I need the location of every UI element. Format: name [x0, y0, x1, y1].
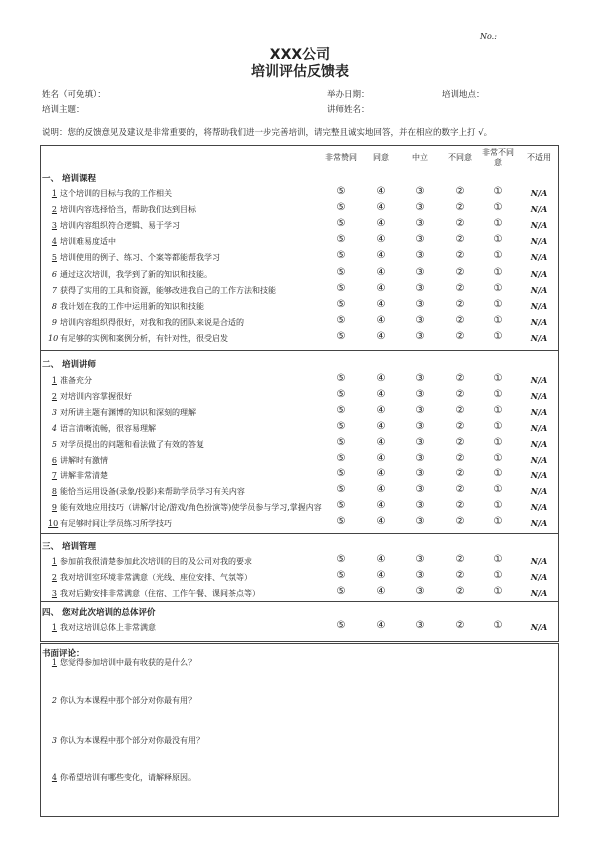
- rating-option-1[interactable]: ①: [493, 186, 503, 197]
- question-text: 参加前我很清楚参加此次培训的目的及公司对我的要求: [60, 557, 252, 566]
- rating-option-4[interactable]: ④: [376, 516, 386, 528]
- rating-option-5[interactable]: ⑤: [336, 500, 346, 512]
- rating-option-3[interactable]: ③: [415, 420, 425, 432]
- question-row: [48, 204, 196, 215]
- rating-option-na[interactable]: N/A: [530, 502, 548, 513]
- question-number: 1: [51, 189, 57, 198]
- question-text: 能有效地应用技巧（讲解/讨论/游戏/角色扮演等)使学员参与学习,掌握内容: [60, 503, 322, 513]
- rating-option-4[interactable]: ④: [376, 420, 386, 432]
- rating-option-3[interactable]: ③: [415, 620, 425, 631]
- rating-option-4[interactable]: ④: [376, 452, 386, 464]
- rating-option-4[interactable]: ④: [376, 388, 386, 400]
- rating-option-2[interactable]: ②: [455, 314, 465, 326]
- rating-option-5[interactable]: ⑤: [336, 554, 346, 565]
- rating-option-1[interactable]: ①: [493, 404, 503, 416]
- question-number: 8: [51, 301, 57, 311]
- rating-option-4[interactable]: ④: [376, 218, 386, 230]
- rating-option-5[interactable]: ⑤: [336, 298, 346, 310]
- question-number: 6: [51, 455, 57, 465]
- question-number: 3: [51, 736, 57, 745]
- rating-option-2[interactable]: ②: [455, 500, 465, 512]
- question-text: 培训内容选择恰当，帮助我们达到目标: [60, 205, 196, 215]
- question-row: [48, 470, 108, 481]
- name-field-label[interactable]: 姓名（可免填）：: [42, 90, 106, 100]
- rating-option-3[interactable]: ③: [415, 202, 425, 214]
- rating-option-5[interactable]: ⑤: [336, 314, 346, 326]
- question-number: 10: [48, 519, 59, 529]
- rating-option-na[interactable]: N/A: [530, 486, 548, 497]
- question-row: [48, 502, 322, 513]
- question-number: 9: [51, 317, 57, 327]
- question-number: 8: [51, 487, 57, 497]
- rating-option-na[interactable]: N/A: [530, 332, 548, 343]
- question-text: 有足够的实例和案例分析，有针对性，很受启发: [60, 333, 228, 343]
- rating-option-2[interactable]: ②: [455, 234, 465, 246]
- rating-option-2[interactable]: ②: [455, 620, 465, 631]
- date-field-label[interactable]: 举办日期：: [327, 90, 370, 100]
- question-row: [48, 407, 196, 418]
- rating-option-2[interactable]: ②: [455, 186, 465, 197]
- rating-option-2[interactable]: ②: [455, 516, 465, 528]
- rating-option-2[interactable]: ②: [455, 420, 465, 432]
- rating-option-na[interactable]: N/A: [530, 316, 548, 327]
- column-header: 不适用: [527, 153, 551, 162]
- question-text: 培训使用的例子、练习、个案等都能帮我学习: [60, 253, 220, 263]
- rating-option-4[interactable]: ④: [376, 298, 386, 310]
- rating-option-na[interactable]: N/A: [530, 438, 548, 449]
- form-number-label: No.:: [480, 32, 497, 41]
- question-number: 1: [51, 557, 57, 566]
- company-name: XXX公司: [269, 47, 331, 63]
- section-title: 三、 培训管理: [42, 542, 96, 552]
- question-text: 我对这培训总体上非常满意: [60, 623, 156, 632]
- rating-option-2[interactable]: ②: [455, 404, 465, 416]
- column-header: 同意: [373, 153, 389, 162]
- question-row: [48, 375, 92, 386]
- comments-box: [40, 643, 559, 817]
- column-header: 非常不同意: [482, 148, 514, 167]
- rating-option-3[interactable]: ③: [415, 298, 425, 310]
- question-row: [48, 252, 220, 263]
- rating-option-1[interactable]: ①: [493, 373, 503, 384]
- question-row: [48, 269, 212, 280]
- question-row: [48, 285, 276, 296]
- question-number: 3: [51, 221, 57, 231]
- rating-option-1[interactable]: ①: [493, 202, 503, 214]
- question-number: 4: [51, 423, 57, 433]
- rating-option-4[interactable]: ④: [376, 570, 386, 581]
- trainer-field-label[interactable]: 讲师姓名：: [327, 105, 370, 115]
- rating-option-2[interactable]: ②: [455, 373, 465, 384]
- question-number: 4: [51, 237, 57, 247]
- rating-option-3[interactable]: ③: [415, 218, 425, 230]
- question-text: 你认为本课程中那个部分对你最没有用？: [60, 736, 204, 745]
- rating-option-2[interactable]: ②: [455, 218, 465, 230]
- column-header: 非常赞同: [325, 153, 357, 162]
- question-number: 3: [51, 589, 57, 598]
- question-text: 培训内容组织得很好，对我和我的团队来说是合适的: [60, 317, 244, 327]
- question-row: [48, 423, 156, 434]
- rating-option-3[interactable]: ③: [415, 250, 425, 262]
- rating-option-1[interactable]: ①: [493, 250, 503, 262]
- question-text: 培训难易度适中: [60, 237, 116, 247]
- question-row: [48, 333, 228, 344]
- question-number: 9: [51, 503, 57, 513]
- question-row: [48, 220, 180, 231]
- rating-option-3[interactable]: ③: [415, 468, 425, 480]
- rating-option-3[interactable]: ③: [415, 314, 425, 326]
- question-row: [48, 188, 172, 199]
- question-number: 6: [51, 269, 57, 279]
- rating-option-5[interactable]: ⑤: [336, 373, 346, 384]
- rating-option-1[interactable]: ①: [493, 468, 503, 480]
- rating-option-na[interactable]: N/A: [530, 188, 548, 198]
- question-row: [48, 439, 204, 450]
- rating-option-3[interactable]: ③: [415, 388, 425, 400]
- rating-option-3[interactable]: ③: [415, 373, 425, 384]
- rating-option-4[interactable]: ④: [376, 484, 386, 496]
- section-divider: [40, 350, 558, 351]
- question-number: 1: [51, 658, 57, 667]
- question-text: 获得了实用的工具和资源，能够改进我自己的工作方法和技能: [60, 285, 276, 295]
- rating-option-1[interactable]: ①: [493, 500, 503, 512]
- rating-option-4[interactable]: ④: [376, 620, 386, 631]
- section-title: 四、 您对此次培训的总体评价: [42, 608, 156, 618]
- question-number: 7: [51, 471, 57, 481]
- question-text: 能恰当运用设备(录象/投影)来帮助学员学习有关内容: [60, 487, 245, 497]
- topic-field-label[interactable]: 培训主题：: [42, 105, 85, 115]
- rating-option-na[interactable]: N/A: [530, 204, 548, 215]
- rating-option-2[interactable]: ②: [455, 330, 465, 342]
- rating-option-4[interactable]: ④: [376, 202, 386, 214]
- rating-option-1[interactable]: ①: [493, 266, 503, 278]
- rating-option-1[interactable]: ①: [493, 586, 503, 597]
- rating-option-4[interactable]: ④: [376, 554, 386, 565]
- column-header: 不同意: [448, 153, 472, 162]
- question-row: [48, 572, 252, 583]
- rating-option-na[interactable]: N/A: [530, 572, 548, 582]
- column-header: 中立: [412, 153, 428, 162]
- question-row: [48, 391, 132, 402]
- rating-option-4[interactable]: ④: [376, 586, 386, 597]
- instruction-text: 说明：您的反馈意见及建议是非常重要的，将帮助我们进一步完善培训，请完整且诚实地回答，并在相应的数字上打 √。: [42, 128, 493, 138]
- rating-option-na[interactable]: N/A: [530, 284, 548, 295]
- question-number: 7: [51, 285, 57, 295]
- question-text: 培训内容组织符合逻辑、易于学习: [60, 221, 180, 231]
- rating-option-1[interactable]: ①: [493, 314, 503, 326]
- rating-option-5[interactable]: ⑤: [336, 266, 346, 278]
- rating-option-2[interactable]: ②: [455, 468, 465, 480]
- rating-option-4[interactable]: ④: [376, 282, 386, 294]
- rating-option-4[interactable]: ④: [376, 234, 386, 246]
- rating-option-3[interactable]: ③: [415, 554, 425, 565]
- question-row: [48, 556, 252, 567]
- rating-option-3[interactable]: ③: [415, 330, 425, 342]
- comment-question[interactable]: [48, 695, 196, 706]
- question-text: 您觉得参加培训中最有收获的是什么？: [60, 658, 196, 667]
- rating-option-1[interactable]: ①: [493, 452, 503, 464]
- location-field-label[interactable]: 培训地点：: [442, 90, 485, 100]
- rating-option-2[interactable]: ②: [455, 266, 465, 278]
- rating-option-2[interactable]: ②: [455, 586, 465, 597]
- rating-option-3[interactable]: ③: [415, 516, 425, 528]
- rating-option-5[interactable]: ⑤: [336, 436, 346, 448]
- section-divider: [40, 533, 558, 534]
- rating-option-5[interactable]: ⑤: [336, 620, 346, 631]
- rating-option-na[interactable]: N/A: [530, 268, 548, 279]
- rating-option-3[interactable]: ③: [415, 282, 425, 294]
- rating-option-4[interactable]: ④: [376, 250, 386, 262]
- rating-option-5[interactable]: ⑤: [336, 404, 346, 416]
- question-text: 通过这次培训，我学到了新的知识和技能。: [60, 269, 212, 279]
- rating-option-1[interactable]: ①: [493, 234, 503, 246]
- rating-option-3[interactable]: ③: [415, 266, 425, 278]
- question-number: 3: [51, 407, 57, 417]
- rating-option-2[interactable]: ②: [455, 570, 465, 581]
- rating-option-3[interactable]: ③: [415, 500, 425, 512]
- rating-option-1[interactable]: ①: [493, 330, 503, 342]
- question-text: 我对培训室环境非常满意（光线、座位安排、气氛等）: [60, 573, 252, 582]
- question-row: [48, 486, 245, 497]
- rating-option-3[interactable]: ③: [415, 436, 425, 448]
- rating-option-5[interactable]: ⑤: [336, 420, 346, 432]
- comment-question[interactable]: [48, 735, 204, 746]
- rating-option-4[interactable]: ④: [376, 404, 386, 416]
- rating-option-1[interactable]: ①: [493, 554, 503, 565]
- rating-option-na[interactable]: N/A: [530, 518, 548, 529]
- rating-option-2[interactable]: ②: [455, 250, 465, 262]
- question-number: 5: [51, 253, 57, 263]
- question-number: 2: [51, 205, 57, 215]
- rating-option-na[interactable]: N/A: [530, 220, 548, 231]
- rating-option-1[interactable]: ①: [493, 436, 503, 448]
- rating-option-2[interactable]: ②: [455, 282, 465, 294]
- rating-option-3[interactable]: ③: [415, 234, 425, 246]
- rating-option-na[interactable]: N/A: [530, 406, 548, 417]
- question-row: [48, 455, 108, 466]
- rating-option-5[interactable]: ⑤: [336, 282, 346, 294]
- question-text: 我对后勤安排非常满意（住宿、工作午餐、课间茶点等）: [60, 589, 260, 598]
- question-row: [48, 588, 260, 599]
- rating-option-1[interactable]: ①: [493, 218, 503, 230]
- question-number: 2: [51, 696, 57, 705]
- rating-option-na[interactable]: N/A: [530, 390, 548, 401]
- rating-option-2[interactable]: ②: [455, 202, 465, 214]
- question-text: 对培训内容掌握很好: [60, 391, 132, 401]
- rating-option-2[interactable]: ②: [455, 298, 465, 310]
- rating-option-3[interactable]: ③: [415, 452, 425, 464]
- rating-option-na[interactable]: N/A: [530, 300, 548, 311]
- rating-option-3[interactable]: ③: [415, 586, 425, 597]
- question-row: [48, 622, 156, 633]
- rating-option-na[interactable]: N/A: [530, 422, 548, 433]
- rating-option-1[interactable]: ①: [493, 570, 503, 581]
- rating-option-5[interactable]: ⑤: [336, 570, 346, 581]
- rating-option-na[interactable]: N/A: [530, 454, 548, 465]
- rating-option-4[interactable]: ④: [376, 373, 386, 384]
- rating-option-2[interactable]: ②: [455, 452, 465, 464]
- rating-option-4[interactable]: ④: [376, 314, 386, 326]
- question-row: [48, 518, 172, 529]
- question-number: 2: [51, 573, 57, 582]
- question-text: 这个培训的目标与我的工作相关: [60, 189, 172, 198]
- comment-question[interactable]: [48, 772, 196, 783]
- rating-option-na[interactable]: N/A: [530, 622, 548, 632]
- question-text: 有足够时间让学员练习所学技巧: [60, 519, 172, 529]
- question-text: 你希望培训有哪些变化，请解释原因。: [60, 773, 196, 782]
- rating-option-5[interactable]: ⑤: [336, 388, 346, 400]
- rating-option-na[interactable]: N/A: [530, 556, 548, 566]
- question-row: [48, 236, 116, 247]
- rating-option-2[interactable]: ②: [455, 554, 465, 565]
- rating-option-5[interactable]: ⑤: [336, 516, 346, 528]
- question-number: 1: [51, 376, 57, 385]
- rating-option-4[interactable]: ④: [376, 468, 386, 480]
- question-text: 准备充分: [60, 376, 92, 385]
- question-number: 10: [48, 333, 59, 343]
- question-text: 我计划在我的工作中运用新的知识和技能: [60, 301, 204, 311]
- rating-option-na[interactable]: N/A: [530, 588, 548, 598]
- rating-option-5[interactable]: ⑤: [336, 452, 346, 464]
- rating-option-2[interactable]: ②: [455, 436, 465, 448]
- rating-option-1[interactable]: ①: [493, 298, 503, 310]
- rating-option-1[interactable]: ①: [493, 516, 503, 528]
- rating-option-na[interactable]: N/A: [530, 236, 548, 247]
- rating-option-4[interactable]: ④: [376, 266, 386, 278]
- section-title: 一、 培训课程: [42, 174, 96, 184]
- rating-option-3[interactable]: ③: [415, 570, 425, 581]
- rating-option-4[interactable]: ④: [376, 330, 386, 342]
- question-text: 讲解时有激情: [60, 455, 108, 465]
- question-number: 4: [51, 773, 57, 782]
- question-number: 2: [51, 391, 57, 401]
- question-row: [48, 317, 244, 328]
- question-row: [48, 301, 204, 312]
- section-divider: [40, 601, 558, 602]
- rating-option-na[interactable]: N/A: [530, 375, 548, 385]
- rating-option-5[interactable]: ⑤: [336, 468, 346, 480]
- rating-option-5[interactable]: ⑤: [336, 234, 346, 246]
- rating-option-1[interactable]: ①: [493, 484, 503, 496]
- question-text: 对所讲主题有渊博的知识和深刻的理解: [60, 407, 196, 417]
- rating-option-5[interactable]: ⑤: [336, 202, 346, 214]
- rating-option-5[interactable]: ⑤: [336, 186, 346, 197]
- rating-option-1[interactable]: ①: [493, 388, 503, 400]
- rating-option-5[interactable]: ⑤: [336, 484, 346, 496]
- rating-option-5[interactable]: ⑤: [336, 330, 346, 342]
- comment-question[interactable]: [48, 657, 196, 668]
- rating-option-2[interactable]: ②: [455, 484, 465, 496]
- rating-option-4[interactable]: ④: [376, 186, 386, 197]
- question-number: 1: [51, 623, 57, 632]
- rating-option-na[interactable]: N/A: [530, 470, 548, 481]
- rating-option-2[interactable]: ②: [455, 388, 465, 400]
- rating-option-4[interactable]: ④: [376, 500, 386, 512]
- form-title: 培训评估反馈表: [251, 64, 349, 80]
- rating-option-1[interactable]: ①: [493, 282, 503, 294]
- question-text: 对学员提出的问题和看法做了有效的答复: [60, 439, 204, 449]
- rating-option-1[interactable]: ①: [493, 420, 503, 432]
- question-number: 5: [51, 439, 57, 449]
- rating-option-3[interactable]: ③: [415, 186, 425, 197]
- section-title: 二、 培训讲师: [42, 360, 96, 370]
- rating-option-5[interactable]: ⑤: [336, 218, 346, 230]
- rating-option-4[interactable]: ④: [376, 436, 386, 448]
- question-text: 语言清晰流畅，很容易理解: [60, 423, 156, 433]
- question-text: 讲解非常清楚: [60, 471, 108, 481]
- rating-option-5[interactable]: ⑤: [336, 250, 346, 262]
- comments-title: 书面评论：: [42, 649, 85, 659]
- rating-option-3[interactable]: ③: [415, 484, 425, 496]
- rating-option-5[interactable]: ⑤: [336, 586, 346, 597]
- rating-option-na[interactable]: N/A: [530, 252, 548, 263]
- rating-option-3[interactable]: ③: [415, 404, 425, 416]
- question-text: 你认为本课程中那个部分对你最有用？: [60, 696, 196, 705]
- rating-option-1[interactable]: ①: [493, 620, 503, 631]
